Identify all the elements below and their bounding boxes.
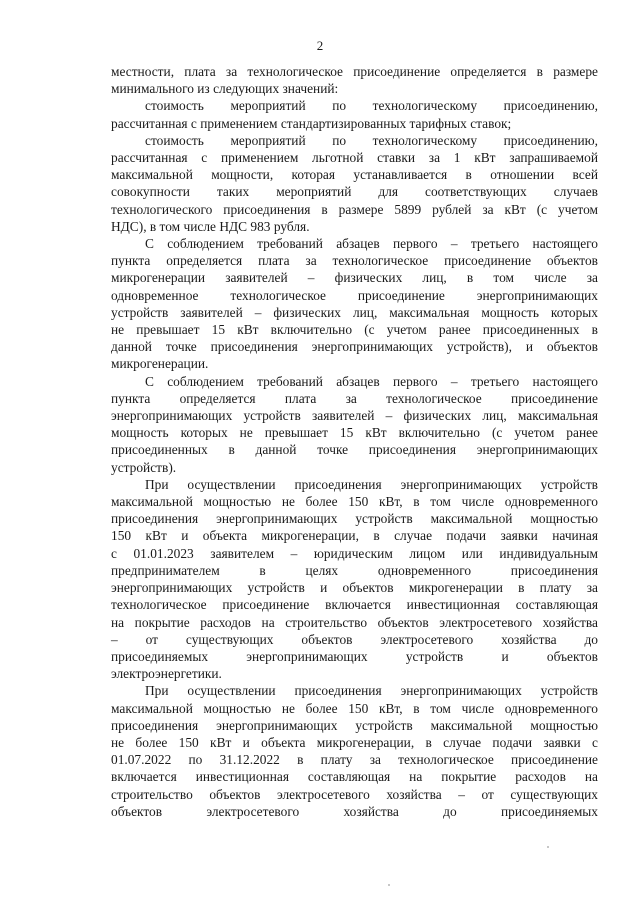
text-line: микрогенерации. — [111, 356, 209, 372]
document-body — [111, 63, 598, 820]
text-line: стоимость мероприятий по технологическому присоединению, — [145, 132, 598, 148]
text-line: на покрытие расходов на строительство объектов электросетевого хозяйства — [111, 614, 598, 630]
text-line: включается инвестиционная составляющая на покрытие расходов на — [111, 769, 598, 785]
page-number: 2 — [316, 38, 324, 53]
text-line: минимального из следующих значений: — [111, 81, 339, 97]
text-line: энергопринимающих устройств и объектов микрогенерации в плату за — [111, 580, 598, 596]
paragraph — [111, 132, 598, 235]
text-line: присоединения энергопринимающих устройств максимальной мощностью — [111, 511, 598, 527]
text-line: объектов электросетевого хозяйства до присоединяемых — [111, 803, 598, 819]
text-line: 150 кВт и объекта микрогенерации, в случае подачи заявки начиная — [111, 528, 598, 544]
text-line: мощность которых не превышает 15 кВт включительно (с учетом ранее — [111, 425, 598, 441]
text-line: С соблюдением требований абзацев первого – третьего настоящего — [145, 236, 598, 252]
text-line: – от существующих объектов электросетевого хозяйства до — [111, 631, 598, 647]
text-line: энергопринимающих устройств заявителей – физических лиц, максимальная — [111, 408, 598, 424]
text-line: присоединяемых энергопринимающих устройств и объектов — [111, 648, 598, 664]
text-line: местности, плата за технологическое присоединение определяется в размере — [111, 64, 598, 79]
paragraph — [111, 235, 598, 373]
text-line: совокупности таких мероприятий для соответствующих случаев — [111, 184, 598, 200]
text-line: предпринимателем в целях одновременного присоединения — [111, 562, 598, 578]
text-line: 01.07.2022 по 31.12.2022 в плату за технологическое присоединение — [111, 752, 598, 768]
text-line: рассчитанная с применением стандартизированных тарифных ставок; — [111, 115, 512, 131]
text-line: максимальной мощности, которая устанавливается в отношении всей — [111, 167, 598, 183]
text-line: При осуществлении присоединения энергопринимающих устройств — [145, 476, 598, 492]
text-line: максимальной мощностью не более 150 кВт, в том числе одновременного — [111, 494, 598, 510]
paragraph — [111, 476, 598, 682]
scan-speck — [547, 846, 549, 848]
text-line: присоединения энергопринимающих устройств максимальной мощностью — [111, 717, 598, 733]
text-line: устройств). — [111, 459, 177, 475]
text-line: технологическое присоединение включается инвестиционная составляющая — [111, 597, 598, 613]
text-line: одновременное технологическое присоединение энергопринимающих — [111, 287, 598, 303]
paragraph — [111, 63, 598, 97]
text-line: С соблюдением требований абзацев первого – третьего настоящего — [145, 373, 598, 389]
text-line: пункта определяется плата за технологическое присоединение — [111, 390, 598, 406]
scan-speck — [388, 884, 390, 886]
paragraph — [111, 682, 598, 820]
text-line: НДС), в том числе НДС 983 рубля. — [111, 218, 310, 234]
text-line: технологического присоединения в размере 5899 рублей за кВт (с учетом — [111, 201, 598, 217]
text-line: рассчитанная с применением льготной ставки за 1 кВт запрашиваемой — [111, 150, 598, 166]
text-line: не превышает 15 кВт включительно (с учетом ранее присоединенных в — [111, 322, 598, 338]
paragraph — [111, 373, 598, 476]
text-line: При осуществлении присоединения энергопринимающих устройств — [145, 683, 598, 699]
text-line: устройств заявителей – физических лиц, максимальная мощность которых — [111, 304, 598, 320]
text-line: строительство объектов электросетевого хозяйства – от существующих — [111, 786, 598, 802]
text-line: данной точке присоединения энергопринимающих устройств), и объектов — [111, 339, 598, 355]
text-line: присоединенных в данной точке присоединения энергопринимающих — [111, 442, 598, 458]
text-line: пункта определяется плата за технологическое присоединение объектов — [111, 253, 598, 269]
text-line: стоимость мероприятий по технологическому присоединению, — [145, 98, 598, 114]
text-line: электроэнергетики. — [111, 666, 222, 682]
text-line: микрогенерации заявителей – физических лиц, в том числе за — [111, 270, 598, 286]
text-line: не более 150 кВт и объекта микрогенерации, в случае подачи заявки с — [111, 734, 598, 750]
text-line: с 01.01.2023 заявителем – юридическим лицом или индивидуальным — [111, 545, 598, 561]
text-line: максимальной мощностью не более 150 кВт, в том числе одновременного — [111, 700, 598, 716]
paragraph — [111, 97, 598, 131]
